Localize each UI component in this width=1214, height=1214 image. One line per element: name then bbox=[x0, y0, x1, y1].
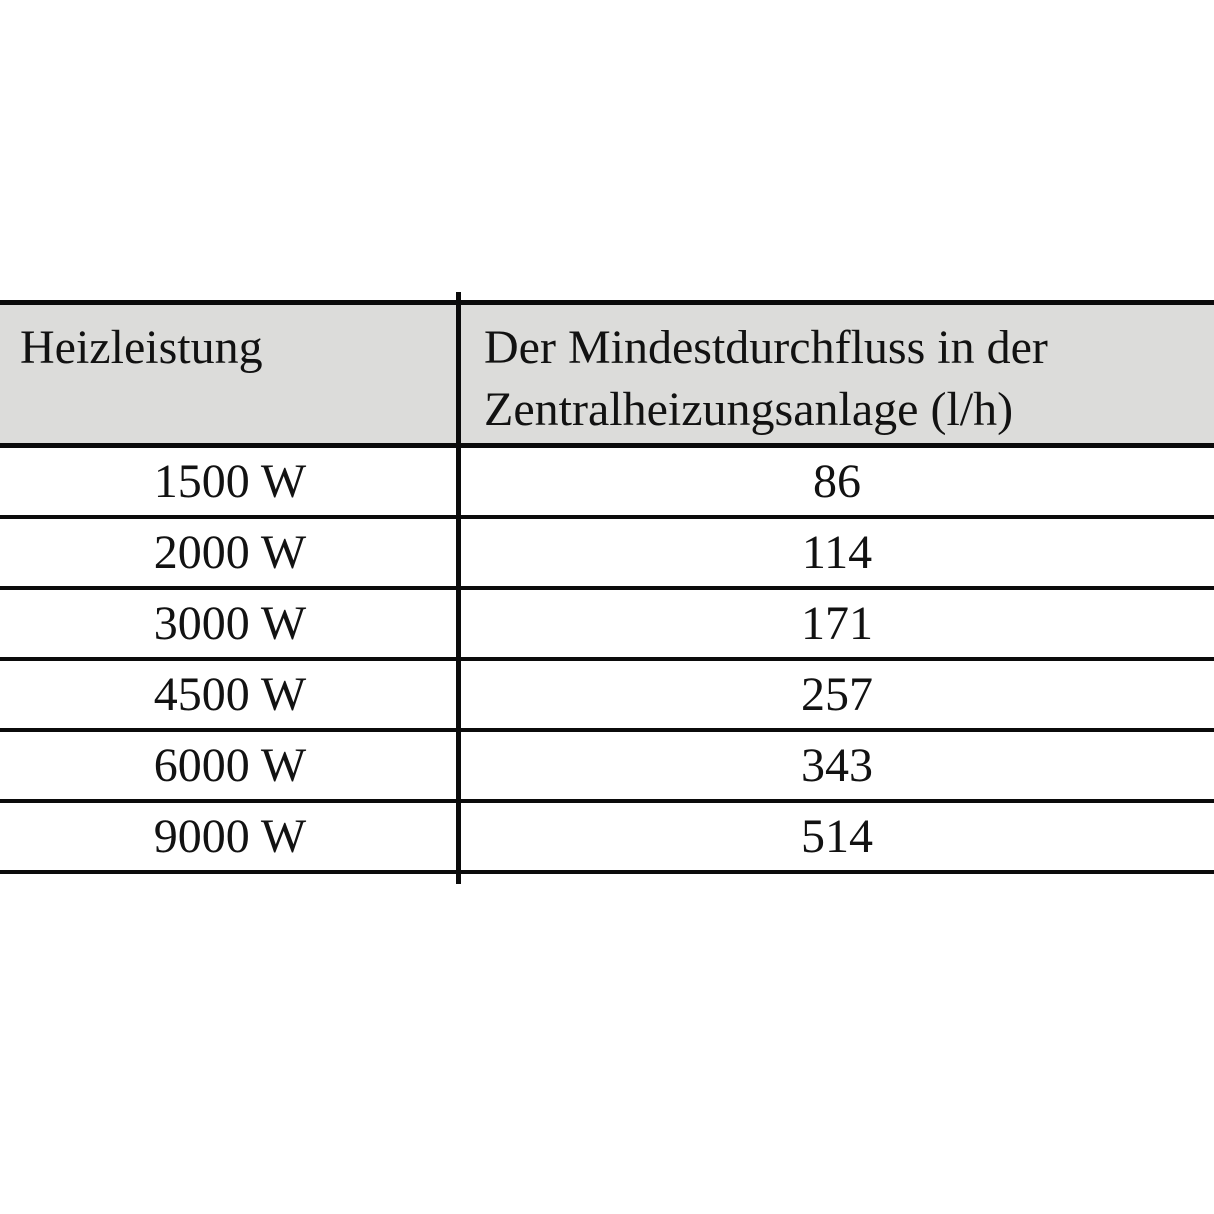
heating-flow-table bbox=[0, 300, 1214, 874]
table-row bbox=[0, 519, 1214, 590]
flow-cell: 257 bbox=[801, 667, 873, 721]
flow-cell: 86 bbox=[813, 454, 861, 508]
header-cell-mindestdurchfluss: Der Mindestdurchfluss in der Zentralheizungsanlage (l/h) bbox=[484, 321, 1048, 436]
flow-cell: 514 bbox=[801, 809, 873, 863]
header-cell-heizleistung: Heizleistung bbox=[20, 321, 263, 374]
table-row bbox=[0, 803, 1214, 874]
flow-cell: 343 bbox=[801, 738, 873, 792]
table-row bbox=[0, 590, 1214, 661]
power-cell: 6000 W bbox=[153, 738, 307, 792]
flow-cell: 114 bbox=[801, 525, 873, 579]
table-row bbox=[0, 448, 1214, 519]
column-divider-line bbox=[456, 292, 461, 884]
table-header-row bbox=[0, 300, 1214, 448]
table-row bbox=[0, 661, 1214, 732]
power-cell: 1500 W bbox=[153, 454, 307, 508]
table-row bbox=[0, 732, 1214, 803]
flow-cell: 171 bbox=[801, 596, 873, 650]
power-cell: 2000 W bbox=[153, 525, 307, 579]
power-cell: 3000 W bbox=[153, 596, 307, 650]
power-cell: 4500 W bbox=[153, 667, 307, 721]
power-cell: 9000 W bbox=[153, 809, 307, 863]
